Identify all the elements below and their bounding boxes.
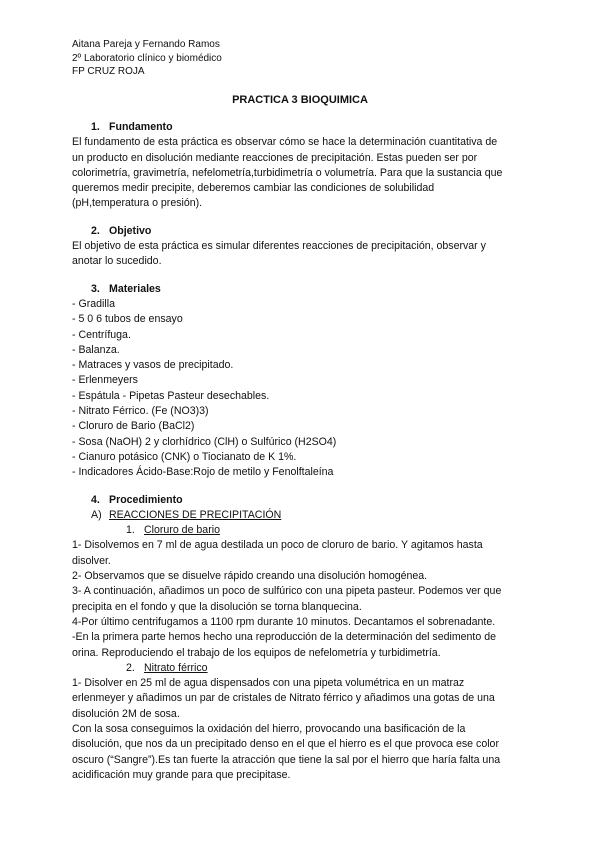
list-item: - Balanza. xyxy=(72,343,120,356)
subsection-number: 2. xyxy=(126,661,135,674)
paragraph-line: disolución 2M de sosa. xyxy=(72,707,180,720)
cloruro-paragraph xyxy=(72,538,532,660)
paragraph-line: 1- Disolvemos en 7 ml de agua destilada un poco de cloruro de bario. Y agitamos hasta xyxy=(72,539,483,552)
section-heading-procedimiento xyxy=(91,493,532,508)
school-line: FP CRUZ ROJA xyxy=(72,66,145,77)
materials-list xyxy=(72,297,532,481)
section-title: Materiales xyxy=(109,282,161,295)
paragraph-line: acidificación muy grande para que precipitase. xyxy=(72,768,291,781)
paragraph-line: -En la primera parte hemos hecho una reproducción de la determinación del sedimento de xyxy=(72,631,496,644)
paragraph-line: El fundamento de esta práctica es observar cómo se hace la determinación cuantitativa de xyxy=(72,136,498,149)
subsection-title: Nitrato férrico xyxy=(144,661,208,674)
subsection-title: REACCIONES DE PRECIPITACIÓN xyxy=(109,508,282,521)
paragraph-line: (pH,temperatura o presión). xyxy=(72,197,203,210)
document-title: PRACTICA 3 BIOQUIMICA xyxy=(232,94,368,106)
paragraph-line: Con la sosa conseguimos la oxidación del hierro, provocando una basificación de la xyxy=(72,722,466,735)
document-header xyxy=(72,38,222,79)
list-item: - Cloruro de Bario (BaCl2) xyxy=(72,420,195,433)
list-item: - Matraces y vasos de precipitado. xyxy=(72,359,234,372)
paragraph-line: anotar lo sucedido. xyxy=(72,255,162,268)
section-title: Procedimiento xyxy=(109,493,183,506)
paragraph-line: erlenmeyer y añadimos un par de cristales de Nitrato férrico y añadimos una gotas de una xyxy=(72,692,495,705)
subsection-reacciones xyxy=(91,508,532,523)
document-body xyxy=(72,120,532,783)
list-item: - Cianuro potásico (CNK) o Tiocianato de K 1%. xyxy=(72,450,297,463)
paragraph-line: 3- A continuación, añadimos un poco de sulfúrico con una pipeta pasteur. Podemos ver que xyxy=(72,585,502,598)
subsection-title: Cloruro de bario xyxy=(144,524,220,537)
list-item: - Indicadores Ácido-Base:Rojo de metilo y Fenolftaleína xyxy=(72,466,334,479)
paragraph-line: disolución, que nos da un precipitado denso en el que el hierro es el que provoca ese color xyxy=(72,738,499,751)
paragraph-line: un producto en disolución mediante reacciones de precipitación. Estas pueden ser por xyxy=(72,151,478,164)
subsection-nitrato-ferrico xyxy=(126,661,532,676)
list-item: - Espátula - Pipetas Pasteur desechables. xyxy=(72,389,270,402)
paragraph-line: 4-Por último centrifugamos a 1100 rpm durante 10 minutos. Decantamos el sobrenadante. xyxy=(72,615,496,628)
list-item: - Sosa (NaOH) 2 y clorhídrico (ClH) o Sulfúrico (H2SO4) xyxy=(72,435,337,448)
list-item: - Nitrato Férrico. (Fe (NO3)3) xyxy=(72,405,209,418)
section-title: Objetivo xyxy=(109,224,152,237)
section-number: 2. xyxy=(91,224,100,237)
paragraph-line: oscuro (“Sangre”).Es tan fuerte la atracción que tiene la sal por el hierro que haría falta una xyxy=(72,753,501,766)
subsection-number: 1. xyxy=(126,524,135,537)
course-line: 2º Laboratorio clínico y biomédico xyxy=(72,52,222,64)
list-item: - Gradilla xyxy=(72,297,115,310)
list-item: - Erlenmeyers xyxy=(72,374,138,387)
section-number: 3. xyxy=(91,282,100,295)
paragraph-line: disolver. xyxy=(72,554,111,567)
objetivo-paragraph xyxy=(72,239,532,270)
section-title: Fundamento xyxy=(109,121,173,133)
paragraph-line: 1- Disolver en 25 ml de agua dispensados con una pipeta volumétrica en un matraz xyxy=(72,677,465,690)
subsection-letter: A) xyxy=(91,508,102,521)
section-number: 4. xyxy=(91,493,100,506)
paragraph-line: colorimetría, gravimetría, nefelometría,turbidimetría o volumetría. Para que la sustancia que xyxy=(72,166,503,179)
authors-line: Aitana Pareja y Fernando Ramos xyxy=(72,39,220,50)
paragraph-line: queremos medir precipite, deberemos cambiar las condiciones de solubilidad xyxy=(72,182,435,195)
paragraph-line: orina. Reproduciendo el trabajo de los equipos de nefelometría y turbidimetría. xyxy=(72,646,441,659)
section-heading-fundamento xyxy=(91,120,532,135)
list-item: - 5 0 6 tubos de ensayo xyxy=(72,313,183,326)
fundamento-paragraph xyxy=(72,135,532,211)
section-heading-materiales xyxy=(91,282,532,297)
paragraph-line: El objetivo de esta práctica es simular diferentes reacciones de precipitación, observar y xyxy=(72,240,486,253)
subsection-cloruro-de-bario xyxy=(126,523,532,538)
paragraph-line: 2- Observamos que se disuelve rápido creando una disolución homogénea. xyxy=(72,570,428,583)
paragraph-line: precipita en el fondo y que la disolución se torna blanquecina. xyxy=(72,600,362,613)
nitrato-paragraph xyxy=(72,676,532,783)
section-number: 1. xyxy=(91,121,100,133)
list-item: - Centrífuga. xyxy=(72,328,131,341)
section-heading-objetivo xyxy=(91,224,532,239)
